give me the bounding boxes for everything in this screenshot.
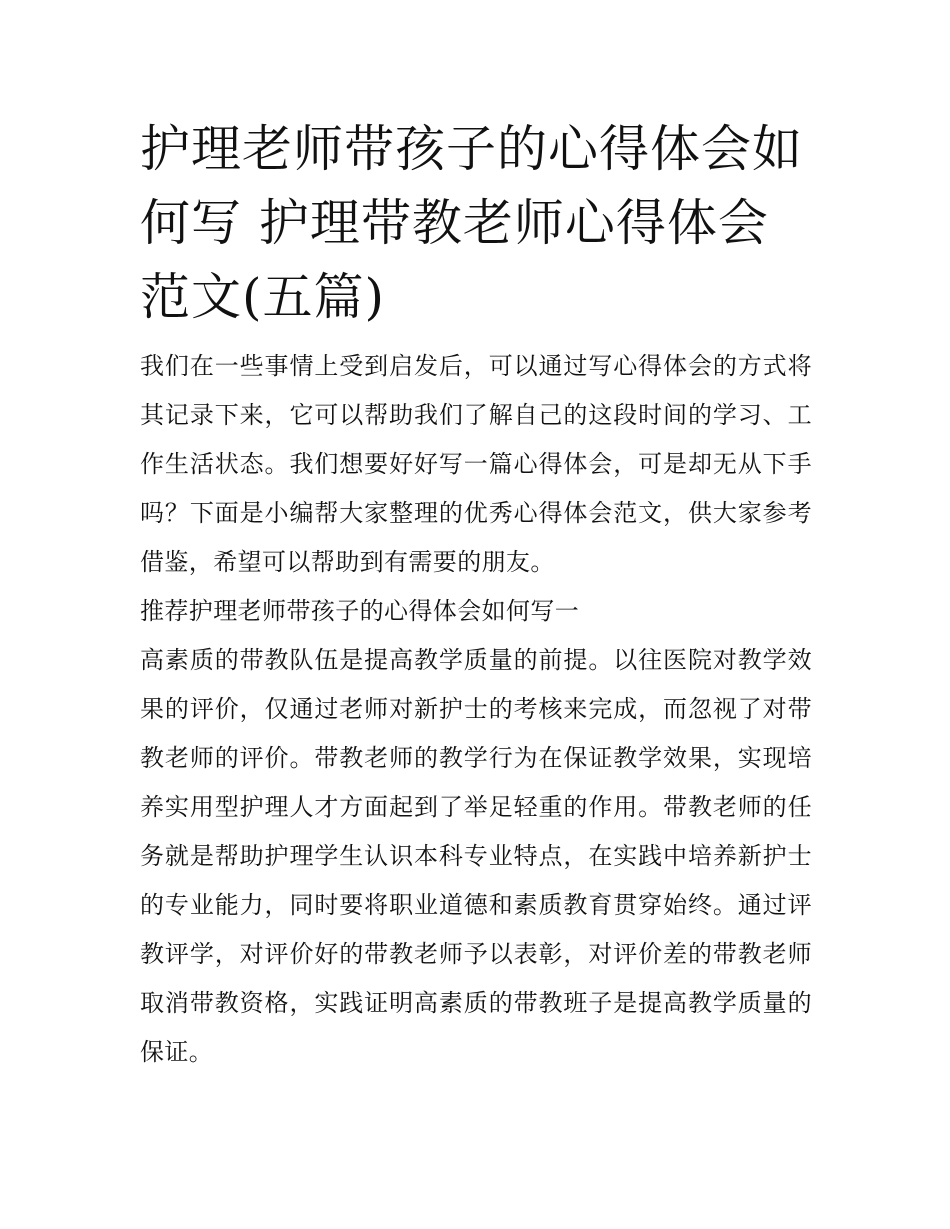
document-page: [140, 112, 812, 1077]
intro-paragraph: 我们在一些事情上受到启发后，可以通过写心得体会的方式将其记录下来，它可以帮助我们了解自己的这段时间的学习、工作生活状态。我们想要好好写一篇心得体会，可是却无从下手吗？下面是小编帮大家整理的优秀心得体会范文，供大家参考借鉴，希望可以帮助到有需要的朋友。: [140, 352, 812, 576]
body-paragraph: 高素质的带教队伍是提高教学质量的前提。以往医院对教学效果的评价，仅通过老师对新护士的考核来完成，而忽视了对带教老师的评价。带教老师的教学行为在保证教学效果，实现培养实用型护理人才方面起到了举足轻重的作用。带教老师的任务就是帮助护理学生认识本科专业特点，在实践中培养新护士的专业能力，同时要将职业道德和素质教育贯穿始终。通过评教评学，对评价好的带教老师予以表彰，对评价差的带教老师取消带教资格，实践证明高素质的带教班子是提高教学质量的保证。: [140, 646, 812, 1066]
document-title: 护理老师带孩子的心得体会如何写 护理带教老师心得体会范文(五篇): [140, 120, 803, 326]
section-heading: 推荐护理老师带孩子的心得体会如何写一: [140, 597, 580, 625]
